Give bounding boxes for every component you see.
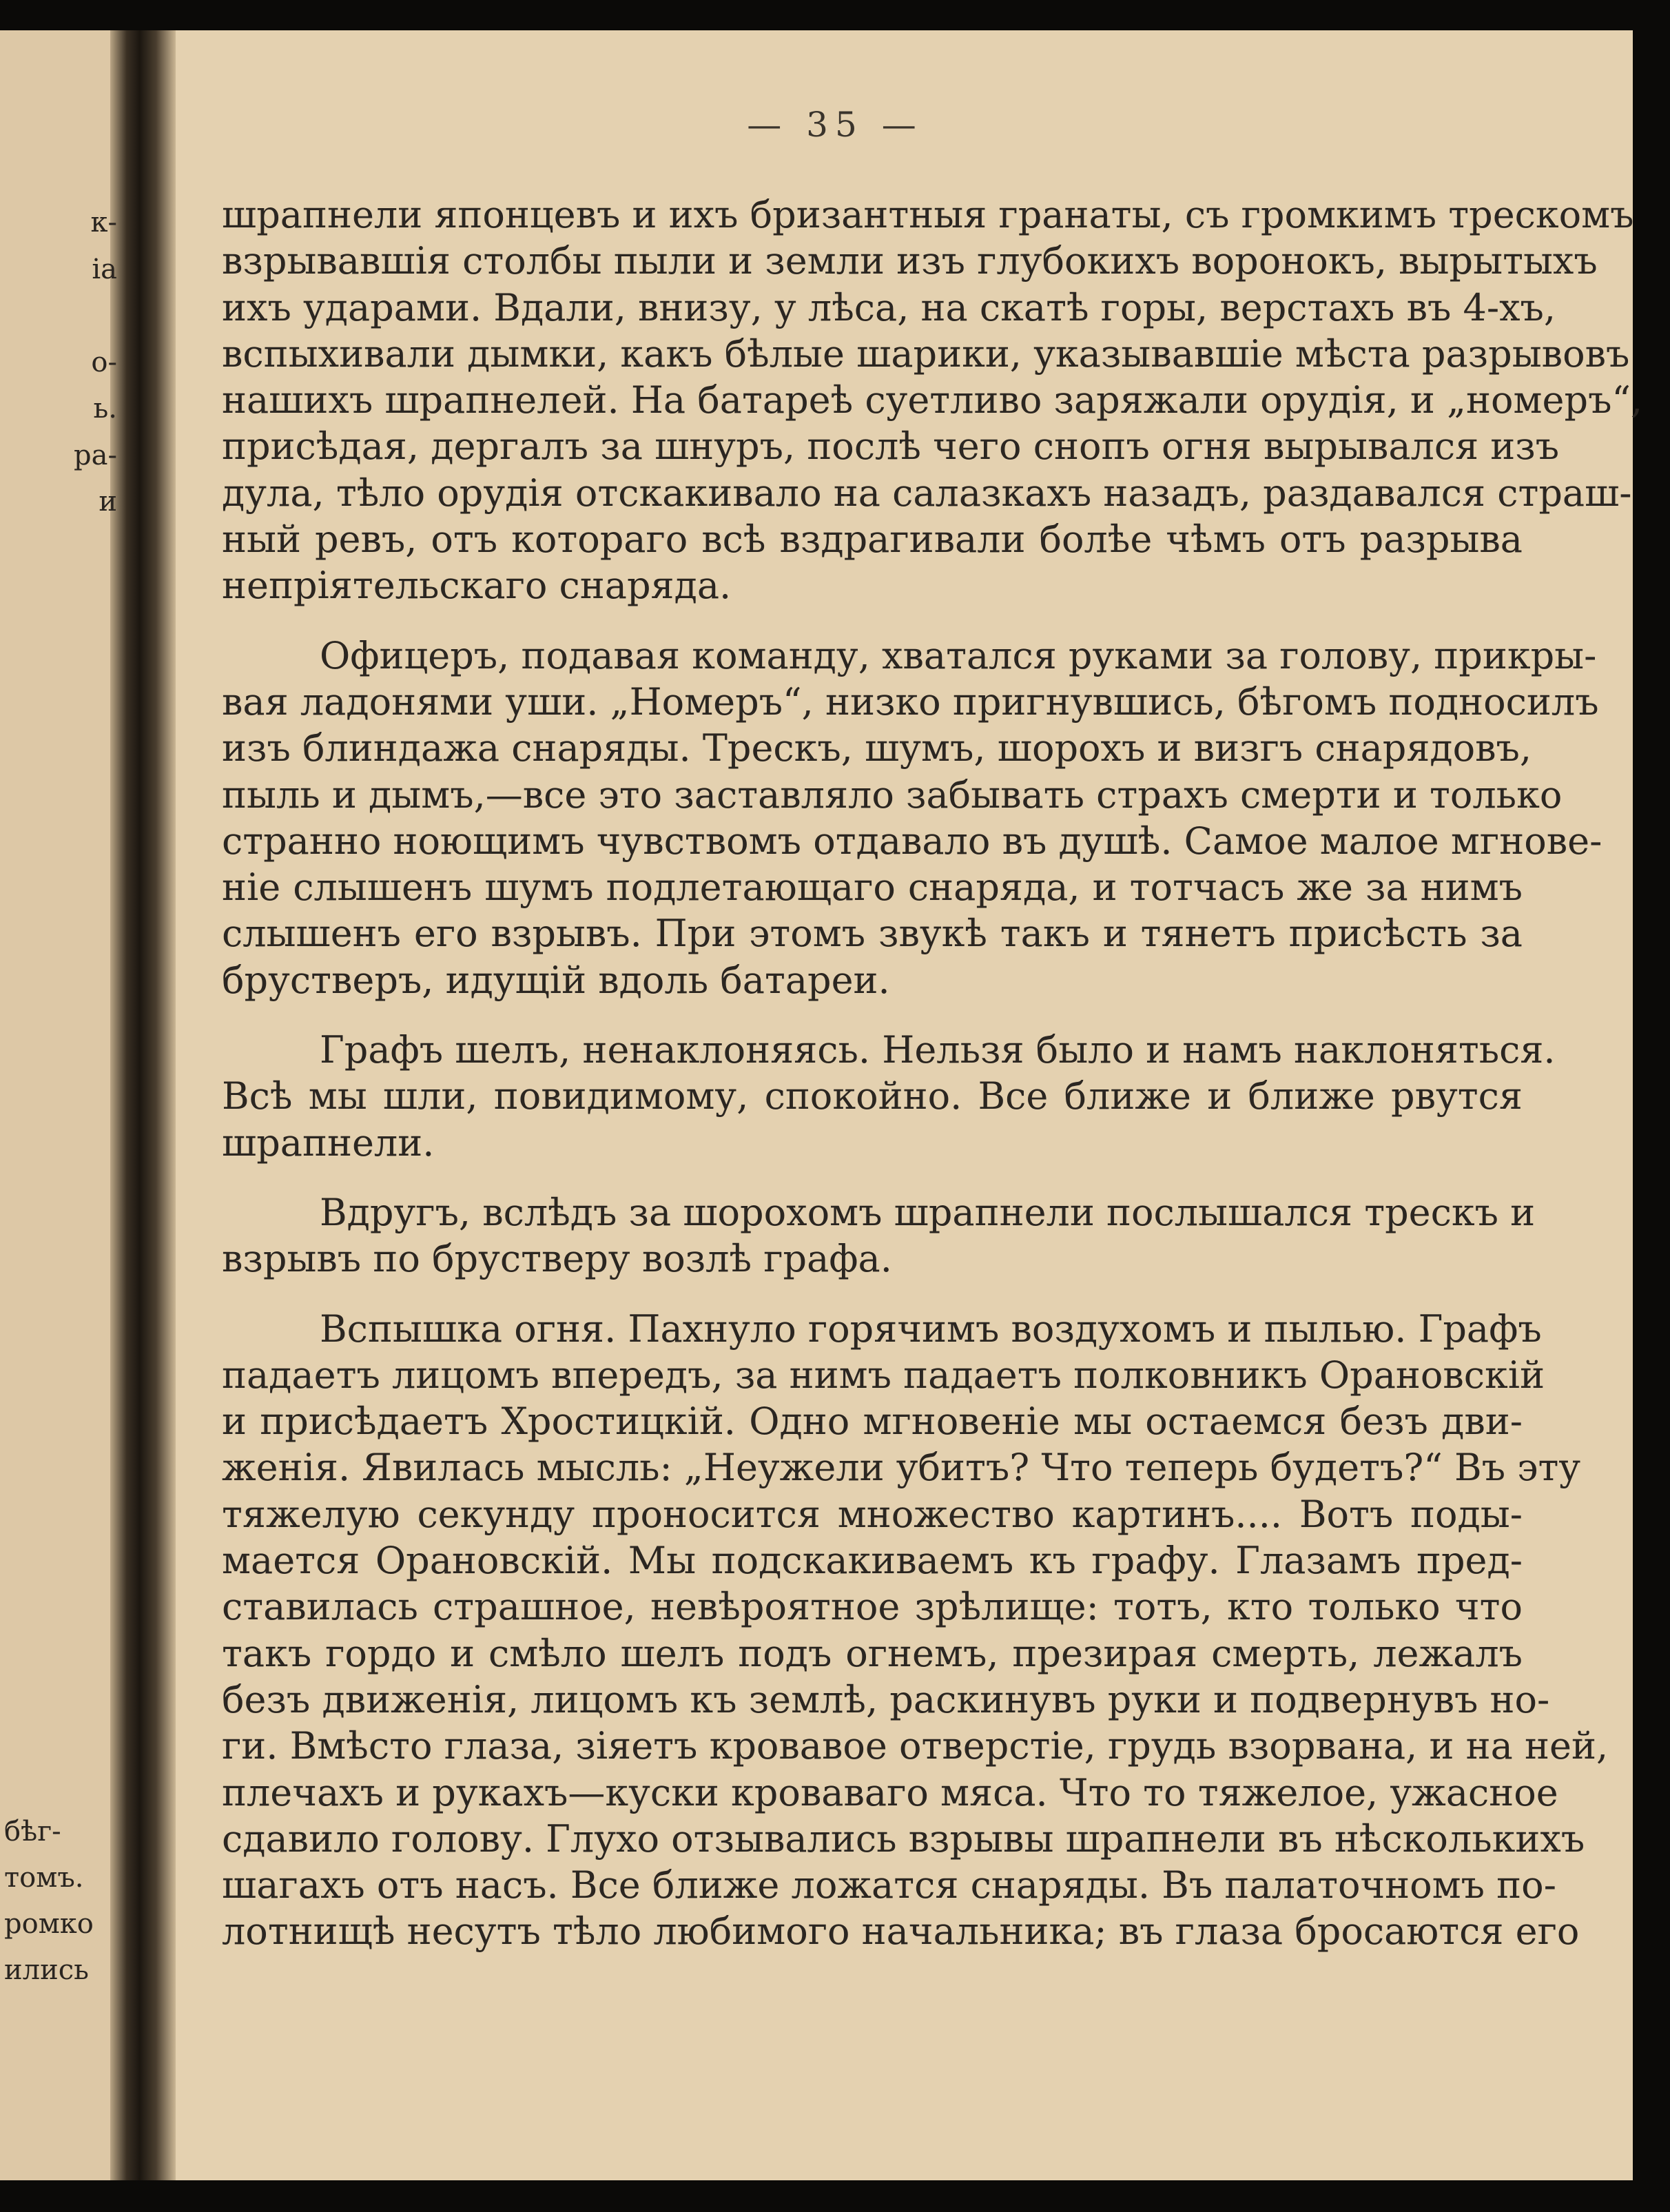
text-line: шрапнели. [222,1120,435,1165]
text-line: ставилась страшное, невѣроятное зрѣлище: тотъ, кто только что [222,1585,1523,1629]
page-number: — 35 — [747,105,923,145]
book-spine [110,30,176,2180]
text-line: взрывъ по брустверу возлѣ графа. [222,1237,892,1281]
text-line: вспыхивали дымки, какъ бѣлые шарики, указывавшіе мѣста разрывовъ [222,331,1630,376]
left-page-fragment: и [99,486,117,518]
left-page-fragment: ра- [74,439,117,471]
left-page-fragment: ились [4,1954,89,1986]
text-line: Вдругъ, вслѣдъ за шорохомъ шрапнели послышался трескъ и [320,1190,1536,1234]
text-line: женія. Явилась мысль: „Неужели убитъ? Что теперь будетъ?“ Въ эту [222,1446,1581,1490]
left-page-fragment: ромко [4,1908,94,1940]
text-line: брустверъ, идущій вдоль батареи. [222,958,890,1002]
text-line: слышенъ его взрывъ. При этомъ звукѣ такъ и тянетъ присѣсть за [222,912,1523,956]
text-line: безъ движенія, лицомъ къ землѣ, раскинувъ руки и подвернувъ но- [222,1677,1550,1721]
text-line: взрывавшія столбы пыли и земли изъ глубокихъ воронокъ, вырытыхъ [222,239,1598,283]
text-line: плечахъ и рукахъ—куски кроваваго мяса. Что то тяжелое, ужасное [222,1770,1558,1814]
text-line: мается Орановскій. Мы подскакиваемъ къ графу. Глазамъ пред- [222,1539,1523,1583]
text-line: нашихъ шрапнелей. На батареѣ суетливо заряжали орудія, и „номеръ“, [222,378,1643,422]
paragraph [222,192,1643,609]
text-line: пыль и дымъ,—все это заставляло забывать страхъ смерти и только [222,772,1563,817]
left-page-fragment: к- [90,207,117,238]
paragraph [222,1306,1609,1955]
text-line: лотнищѣ несутъ тѣло любимого начальника; въ глаза бросаются его [222,1909,1580,1954]
text-line: ихъ ударами. Вдали, внизу, у лѣса, на скатѣ горы, верстахъ въ 4-хъ, [222,285,1556,329]
text-line: Офицеръ, подавая команду, хватался руками за голову, прикры- [320,633,1597,677]
text-line: ный ревъ, отъ котораго всѣ вздрагивали болѣе чѣмъ отъ разрыва [222,518,1523,562]
text-line: такъ гордо и смѣло шелъ подъ огнемъ, презирая смерть, лежалъ [222,1631,1523,1675]
page-text [222,192,1643,1955]
text-line: Графъ шелъ, ненаклоняясь. Нельзя было и намъ наклоняться. [320,1028,1556,1072]
paragraph [222,633,1602,1003]
left-page-fragment: ь. [93,393,117,424]
paragraph [222,1189,1536,1282]
left-page-fragment: томъ. [4,1862,84,1894]
left-page-fragment: ia [92,253,117,285]
text-line: ніе слышенъ шумъ подлетающаго снаряда, и тотчасъ же за нимъ [222,866,1523,910]
text-line: Вспышка огня. Пахнуло горячимъ воздухомъ и пылью. Графъ [320,1307,1542,1351]
text-line: сдавило голову. Глухо отзывались взрывы шрапнели въ нѣсколькихъ [222,1816,1585,1861]
text-line: дула, тѣло орудія отскакивало на салазкахъ назадъ, раздавался страш- [222,471,1632,515]
left-page-fragment: о- [91,346,117,378]
paragraph [222,1027,1556,1166]
text-line: тяжелую секунду проносится множество картинъ.... Вотъ поды- [222,1492,1523,1536]
text-line: шрапнели японцевъ и ихъ бризантныя гранаты, съ громкимъ трескомъ [222,193,1634,236]
text-line: и присѣдаетъ Хростицкій. Одно мгновеніе мы остаемся безъ дви- [222,1400,1523,1444]
text-line: шагахъ отъ насъ. Все ближе ложатся снаряды. Въ палаточномъ по- [222,1863,1556,1907]
text-line: Всѣ мы шли, повидимому, спокойно. Все ближе и ближе рвутся [222,1074,1523,1118]
text-line: падаетъ лицомъ впередъ, за нимъ падаетъ полковникъ Орановскій [222,1353,1545,1397]
text-line: изъ блиндажа снаряды. Трескъ, шумъ, шорохъ и визгъ снарядовъ, [222,726,1532,770]
text-line: присѣдая, дергалъ за шнуръ, послѣ чего снопъ огня вырывался изъ [222,424,1560,469]
left-page-fragment: бѣг- [4,1816,61,1847]
text-line: непріятельскаго снаряда. [222,564,732,608]
text-line: вая ладонями уши. „Номеръ“, низко пригнувшись, бѣгомъ подносилъ [222,679,1599,724]
text-line: ги. Вмѣсто глаза, зіяетъ кровавое отверстіе, грудь взорвана, и на ней, [222,1724,1609,1768]
text-line: странно ноющимъ чувствомъ отдавало въ душѣ. Самое малое мгнове- [222,819,1602,863]
